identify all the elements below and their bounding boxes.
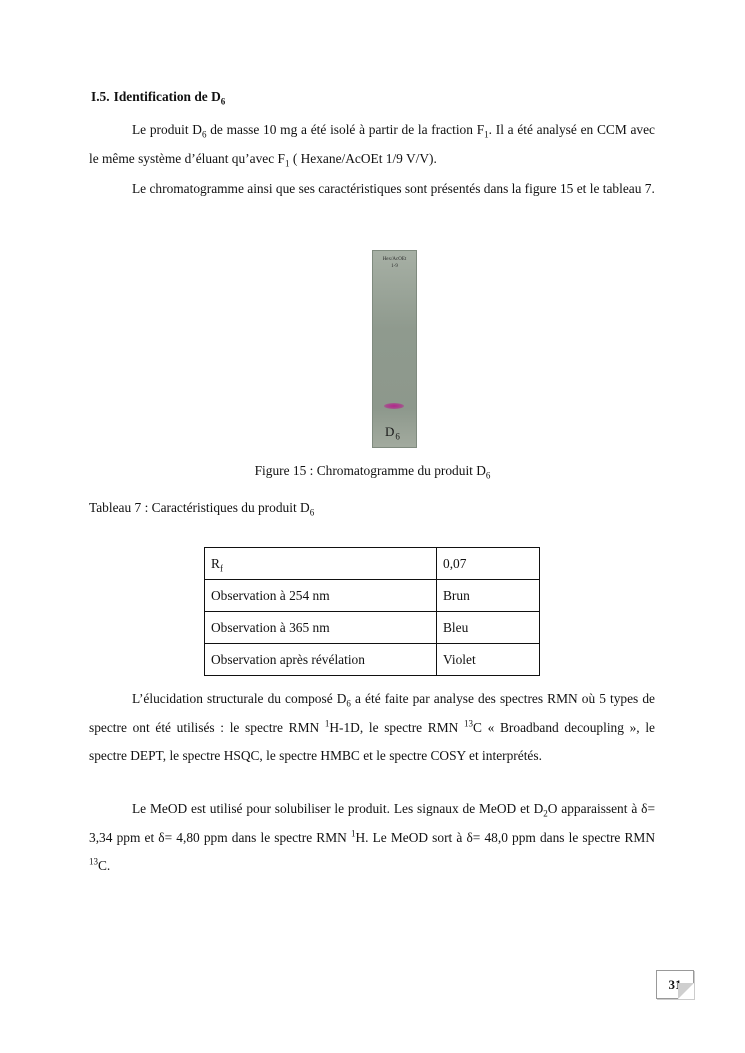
table-caption-subscript: 6: [309, 507, 315, 518]
tlc-plate-header: [374, 256, 415, 270]
figure-caption-subscript: 6: [485, 470, 491, 481]
tlc-spot: [384, 403, 404, 409]
table-row: [205, 644, 540, 676]
page-number: [656, 970, 694, 999]
p3-text-c: H-1D, le spectre RMN: [329, 719, 464, 735]
paragraph-structural-elucidation: [89, 685, 655, 771]
tlc-sample-label: [385, 424, 401, 440]
p1-text-b: de masse 10 mg a été isolé à partir de la fraction F: [206, 122, 485, 137]
p3-text-d: C « Broadband decoupling », le spectre DEPT, le spectre HSQC, le spectre HMBC et le spectre COSY et interprétés.: [89, 719, 655, 763]
characteristics-table: [204, 547, 540, 676]
table-cell-label: Observation à 365 nm: [205, 612, 437, 644]
rf-label-subscript: f: [219, 563, 223, 574]
p4-text-c: H. Le MeOD sort à δ= 48,0 ppm dans le spectre RMN: [355, 829, 655, 845]
figure-caption: [0, 463, 745, 479]
table-caption-text: Tableau 7 : Caractéristiques du produit D: [89, 500, 310, 515]
page-fold-icon: [678, 983, 694, 999]
paragraph-product-isolation: [89, 116, 655, 173]
p3-sub-1: 6: [346, 698, 351, 709]
p1-text-d: ( Hexane/AcOEt 1/9 V/V).: [289, 150, 437, 166]
p4-text-d: C.: [98, 858, 111, 873]
table-cell-label: Observation après révélation: [205, 644, 437, 676]
table-cell-value: Bleu: [437, 612, 540, 644]
section-heading: [91, 89, 225, 105]
p3-text-b: a été faite par analyse des spectres RMN où 5 types de spectre ont été utilisés : le spectre RMN: [89, 691, 655, 735]
rf-label-text: R: [211, 555, 220, 571]
table-row: [205, 548, 540, 580]
table-row: [205, 612, 540, 644]
table-row: [205, 580, 540, 612]
section-number: I.5.: [91, 89, 110, 104]
table-cell-label: Observation à 254 nm: [205, 580, 437, 612]
p3-sup-1: 1: [324, 718, 330, 729]
tlc-label-subscript: 6: [395, 431, 401, 442]
paragraph-chromatogram-intro: Le chromatogramme ainsi que ses caractéristiques sont présentés dans la figure 15 et le tableau 7.: [132, 181, 655, 196]
p4-sub-1: 2: [543, 808, 548, 819]
table-cell-label: [205, 548, 437, 580]
tlc-eluent-label: Hex/AcOEt: [382, 257, 407, 262]
tlc-label-text: D: [385, 424, 396, 439]
p4-text-a: Le MeOD est utilisé pour solubiliser le produit. Les signaux de MeOD et D: [132, 801, 544, 816]
table-cell-value: Brun: [437, 580, 540, 612]
p1-sub-2: 1: [484, 129, 489, 140]
p4-sup-1: 1: [350, 828, 356, 839]
table-cell-value: Violet: [437, 644, 540, 676]
p3-text-a: L’élucidation structurale du composé D: [132, 691, 347, 706]
table-caption: [89, 500, 314, 516]
tlc-eluent-ratio: 1-9: [391, 264, 398, 269]
p4-text-b: O apparaissent à δ= 3,34 ppm et δ= 4,80 ppm dans le spectre RMN: [89, 801, 655, 845]
p3-sup-2: 13: [464, 718, 473, 729]
figure-caption-text: Figure 15 : Chromatogramme du produit D: [254, 463, 486, 478]
p1-sub-3: 1: [284, 158, 290, 169]
tlc-plate-image: [372, 250, 417, 448]
page-number-text: 31: [668, 977, 682, 992]
p1-text-a: Le produit D: [132, 122, 202, 137]
p1-sub-1: 6: [201, 129, 207, 140]
p4-sup-2: 13: [89, 856, 98, 867]
section-title-subscript: 6: [220, 96, 226, 107]
table-cell-value: 0,07: [437, 548, 540, 580]
paragraph-solvent-signals: [89, 795, 655, 881]
section-title: Identification de D: [113, 89, 221, 104]
p1-text-c: . Il a été analysé en CCM avec le même système d’éluant qu’avec F: [89, 122, 655, 166]
